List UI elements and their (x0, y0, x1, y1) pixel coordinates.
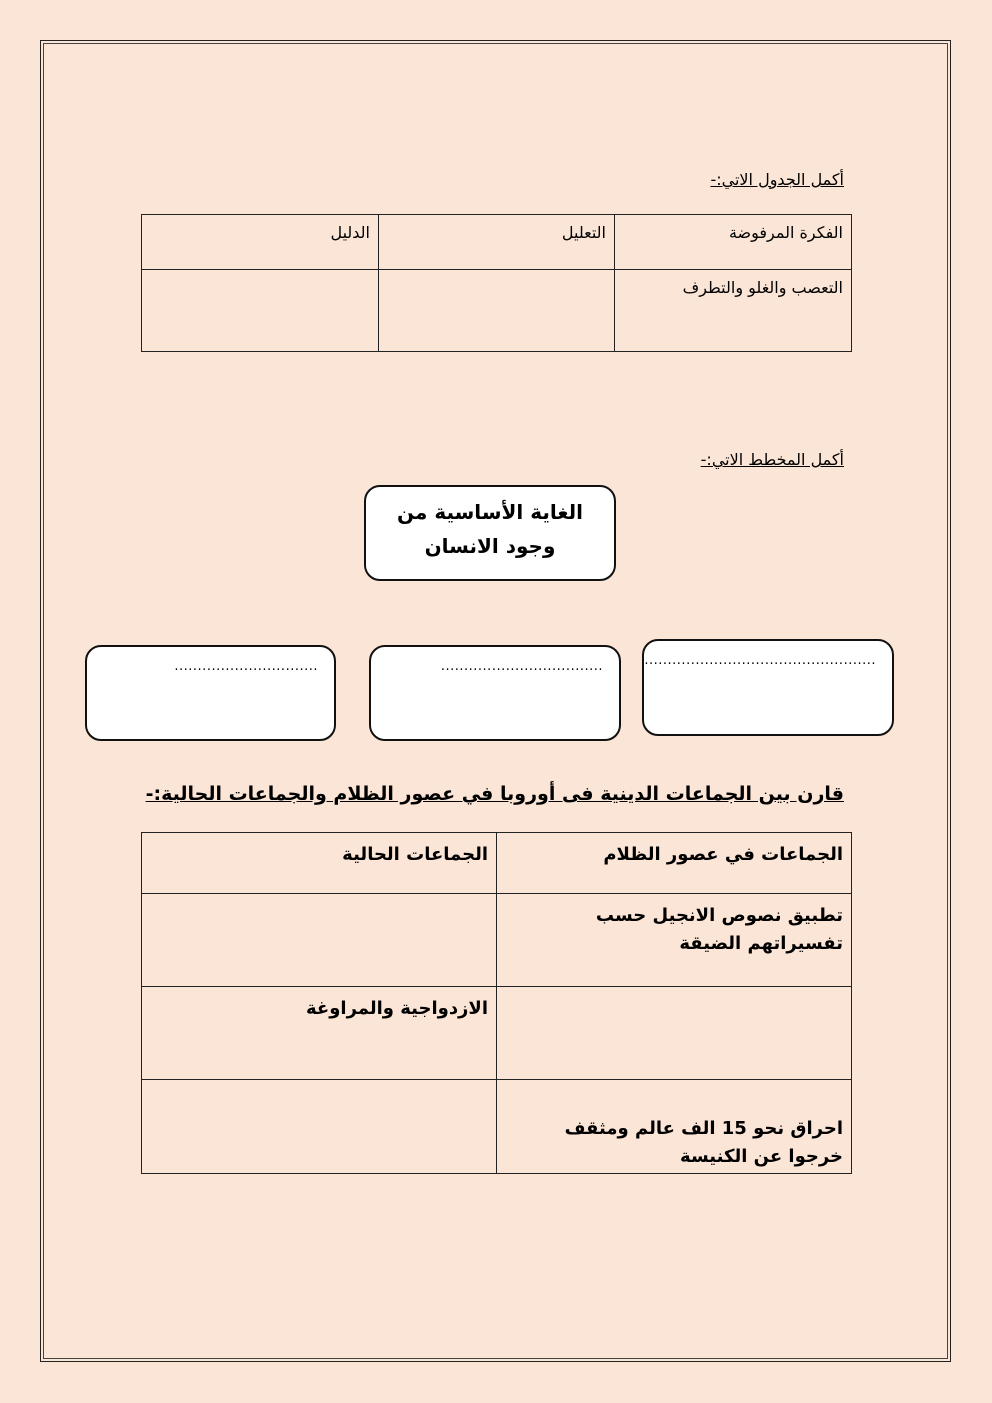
table-row (142, 987, 852, 1080)
cell-dark-ages-3 (497, 1080, 852, 1174)
diagram-answer-box-middle[interactable] (369, 645, 621, 741)
table-header-row (142, 833, 852, 894)
header-evidence: الدليل (142, 215, 379, 270)
header-dark-ages-groups: الجماعات في عصور الظلام (497, 833, 852, 894)
cell-dark-ages-1 (497, 894, 852, 987)
diagram-answer-box-right[interactable] (642, 639, 894, 736)
header-rejected-idea: الفكرة المرفوضة (615, 215, 852, 270)
diagram-heading: أكمل المخطط الاتي:- (700, 450, 844, 469)
cell-dark-ages-answer-2[interactable] (497, 987, 852, 1080)
cell-line: احراق نحو 15 الف عالم ومثقف (564, 1118, 843, 1139)
cell-reasoning-answer[interactable] (379, 270, 615, 352)
cell-current-answer-1[interactable] (142, 894, 497, 987)
answer-dots-middle: ................................... (440, 659, 603, 674)
table-header-row (142, 215, 852, 270)
table-row (142, 894, 852, 987)
cell-current-2: الازدواجية والمراوغة (142, 987, 497, 1080)
cell-line: تطبيق نصوص الانجيل حسب (595, 905, 843, 926)
header-current-groups: الجماعات الحالية (142, 833, 497, 894)
cell-current-answer-3[interactable] (142, 1080, 497, 1174)
cell-line: خرجوا عن الكنيسة (680, 1146, 843, 1167)
answer-dots-right: .................................................. (644, 653, 876, 668)
center-title-line-1: الغاية الأساسية من (397, 500, 583, 524)
diagram-center-box (364, 485, 616, 581)
diagram-center-title (366, 495, 614, 563)
comparison-table (141, 832, 852, 1174)
header-reasoning: التعليل (379, 215, 615, 270)
table-row (142, 1080, 852, 1174)
cell-idea: التعصب والغلو والتطرف (615, 270, 852, 352)
answer-dots-left: ............................... (174, 659, 318, 674)
diagram-answer-box-left[interactable] (85, 645, 336, 741)
comparison-heading: قارن بين الجماعات الدينية فى أوروبا في عصور الظلام والجماعات الحالية:- (145, 783, 844, 805)
cell-evidence-answer[interactable] (142, 270, 379, 352)
center-title-line-2: وجود الانسان (424, 534, 556, 558)
table-row (142, 270, 852, 352)
cell-line: تفسيراتهم الضيقة (679, 933, 843, 954)
rejected-ideas-table (141, 214, 852, 352)
table1-heading: أكمل الجدول الاتي:- (710, 170, 844, 189)
